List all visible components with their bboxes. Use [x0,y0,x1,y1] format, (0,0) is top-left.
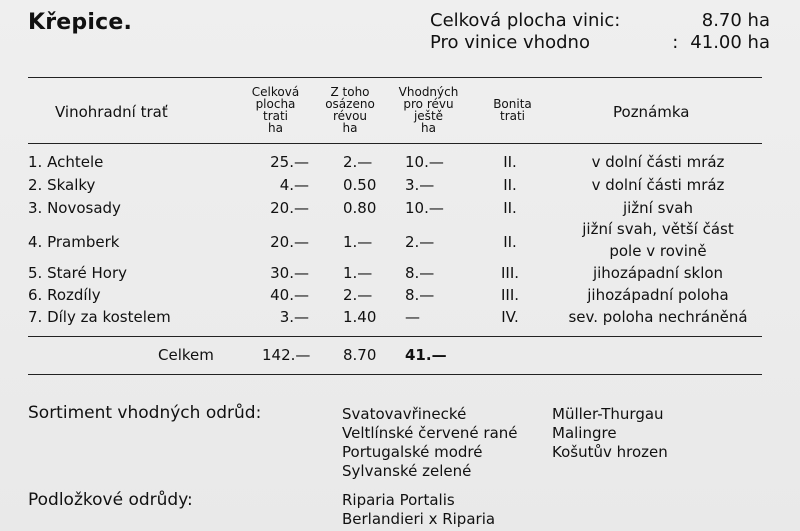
variety-item: Müller-Thurgau [552,405,664,423]
rootstock-item: Riparia Portalis [342,491,455,509]
row-suitable: 10.— [405,153,444,171]
row-note: v dolní části mráz [591,153,725,171]
totals-label: Celkem [158,346,214,364]
header-note: Poznámka [613,103,690,121]
row-total: 20.— [270,233,309,251]
summary-total-label: Celková plocha vinic: [430,10,621,31]
header-suitable-line: ha [421,121,436,135]
summary-suitable-value-group [672,32,770,54]
row-bonita: III. [500,286,520,304]
row-total: 40.— [270,286,309,304]
row-planted: 2.— [343,153,373,171]
rootstock-item: Berlandieri x Riparia [342,510,496,528]
row-note: v dolní části mráz [591,176,725,194]
header-total [248,86,303,134]
summary-total-row [430,10,770,32]
summary-suitable-value: 41.00 ha [690,32,770,53]
row-name: 2. Skalky [28,176,96,194]
totals-total: 142.— [262,346,311,364]
variety-item: Košutův hrozen [552,443,668,461]
summary-suitable-sep: : [672,32,679,53]
row-name: 7. Díly za kostelem [28,308,171,326]
row-planted: 1.40 [343,308,377,326]
row-total: 3.— [279,308,309,326]
header-suitable-line: pro révu [403,97,454,111]
variety-item: Malingre [552,424,617,442]
header-suitable [396,86,461,134]
varieties-label: Sortiment vhodných odrůd: [28,403,262,423]
row-bonita: IV. [501,308,519,326]
header-planted-line: Z toho [330,85,370,99]
row-suitable: 3.— [405,176,435,194]
row-bonita: III. [500,264,520,282]
row-suitable: 2.— [405,233,435,251]
page-title: Křepice. [28,10,133,35]
header-planted-line: ha [342,121,358,135]
header-planted-line: osázeno [325,97,375,111]
row-suitable: 8.— [405,286,435,304]
header-total-line: trati [262,109,289,123]
row-bonita: II. [503,199,517,217]
rootstocks-label: Podložkové odrůdy: [28,490,193,510]
row-name: 4. Pramberk [28,233,120,251]
row-total: 30.— [270,264,309,282]
row-planted: 0.50 [343,176,377,194]
row-suitable: — [405,308,420,326]
header-planted-line: révou [332,109,368,123]
row-bonita: II. [503,176,517,194]
row-total: 20.— [270,199,309,217]
totals-suitable: 41.— [405,346,447,364]
header-total-line: plocha [255,97,296,111]
row-suitable: 10.— [405,199,444,217]
header-suitable-line: ještě [413,109,444,123]
row-name: 6. Rozdíly [28,286,101,304]
summary-suitable-row [430,32,770,54]
header-suitable-line: Vhodných [398,85,459,99]
row-name: 3. Novosady [28,199,121,217]
row-note-continued: pole v rovině [609,242,707,260]
totals-planted: 8.70 [343,346,377,364]
row-bonita: II. [503,153,517,171]
row-suitable: 8.— [405,264,435,282]
summary-suitable-label: Pro vinice vhodno [430,32,590,53]
row-planted: 1.— [343,264,373,282]
row-total: 4.— [279,176,309,194]
table-bottom-rule [28,374,762,375]
variety-item: Sylvanské zelené [342,462,472,480]
row-planted: 1.— [343,233,373,251]
header-name: Vinohradní trať [55,103,168,121]
table-totals-rule [28,336,762,337]
row-note: jižní svah, větší část [582,220,734,238]
row-name: 1. Achtele [28,153,104,171]
row-note: jižní svah [622,199,694,217]
row-bonita: II. [503,233,517,251]
header-total-line: Celková [251,85,300,99]
table-header-rule [28,143,762,144]
header-total-line: ha [268,121,283,135]
table-top-rule [28,77,762,78]
header-bonita-line: Bonita [493,97,532,111]
variety-item: Veltlínské červené rané [342,424,518,442]
row-planted: 0.80 [343,199,377,217]
variety-item: Svatovavřinecké [342,405,467,423]
row-planted: 2.— [343,286,373,304]
row-note: sev. poloha nechráněná [568,308,748,326]
header-planted [320,86,380,134]
header-bonita [485,98,540,122]
row-note: jihozápadní poloha [587,286,729,304]
summary-total-value: 8.70 ha [701,10,770,31]
row-name: 5. Staré Hory [28,264,128,282]
row-total: 25.— [270,153,309,171]
header-bonita-line: trati [499,109,526,123]
summary-block [430,10,770,54]
row-note: jihozápadní sklon [592,264,724,282]
variety-item: Portugalské modré [342,443,483,461]
